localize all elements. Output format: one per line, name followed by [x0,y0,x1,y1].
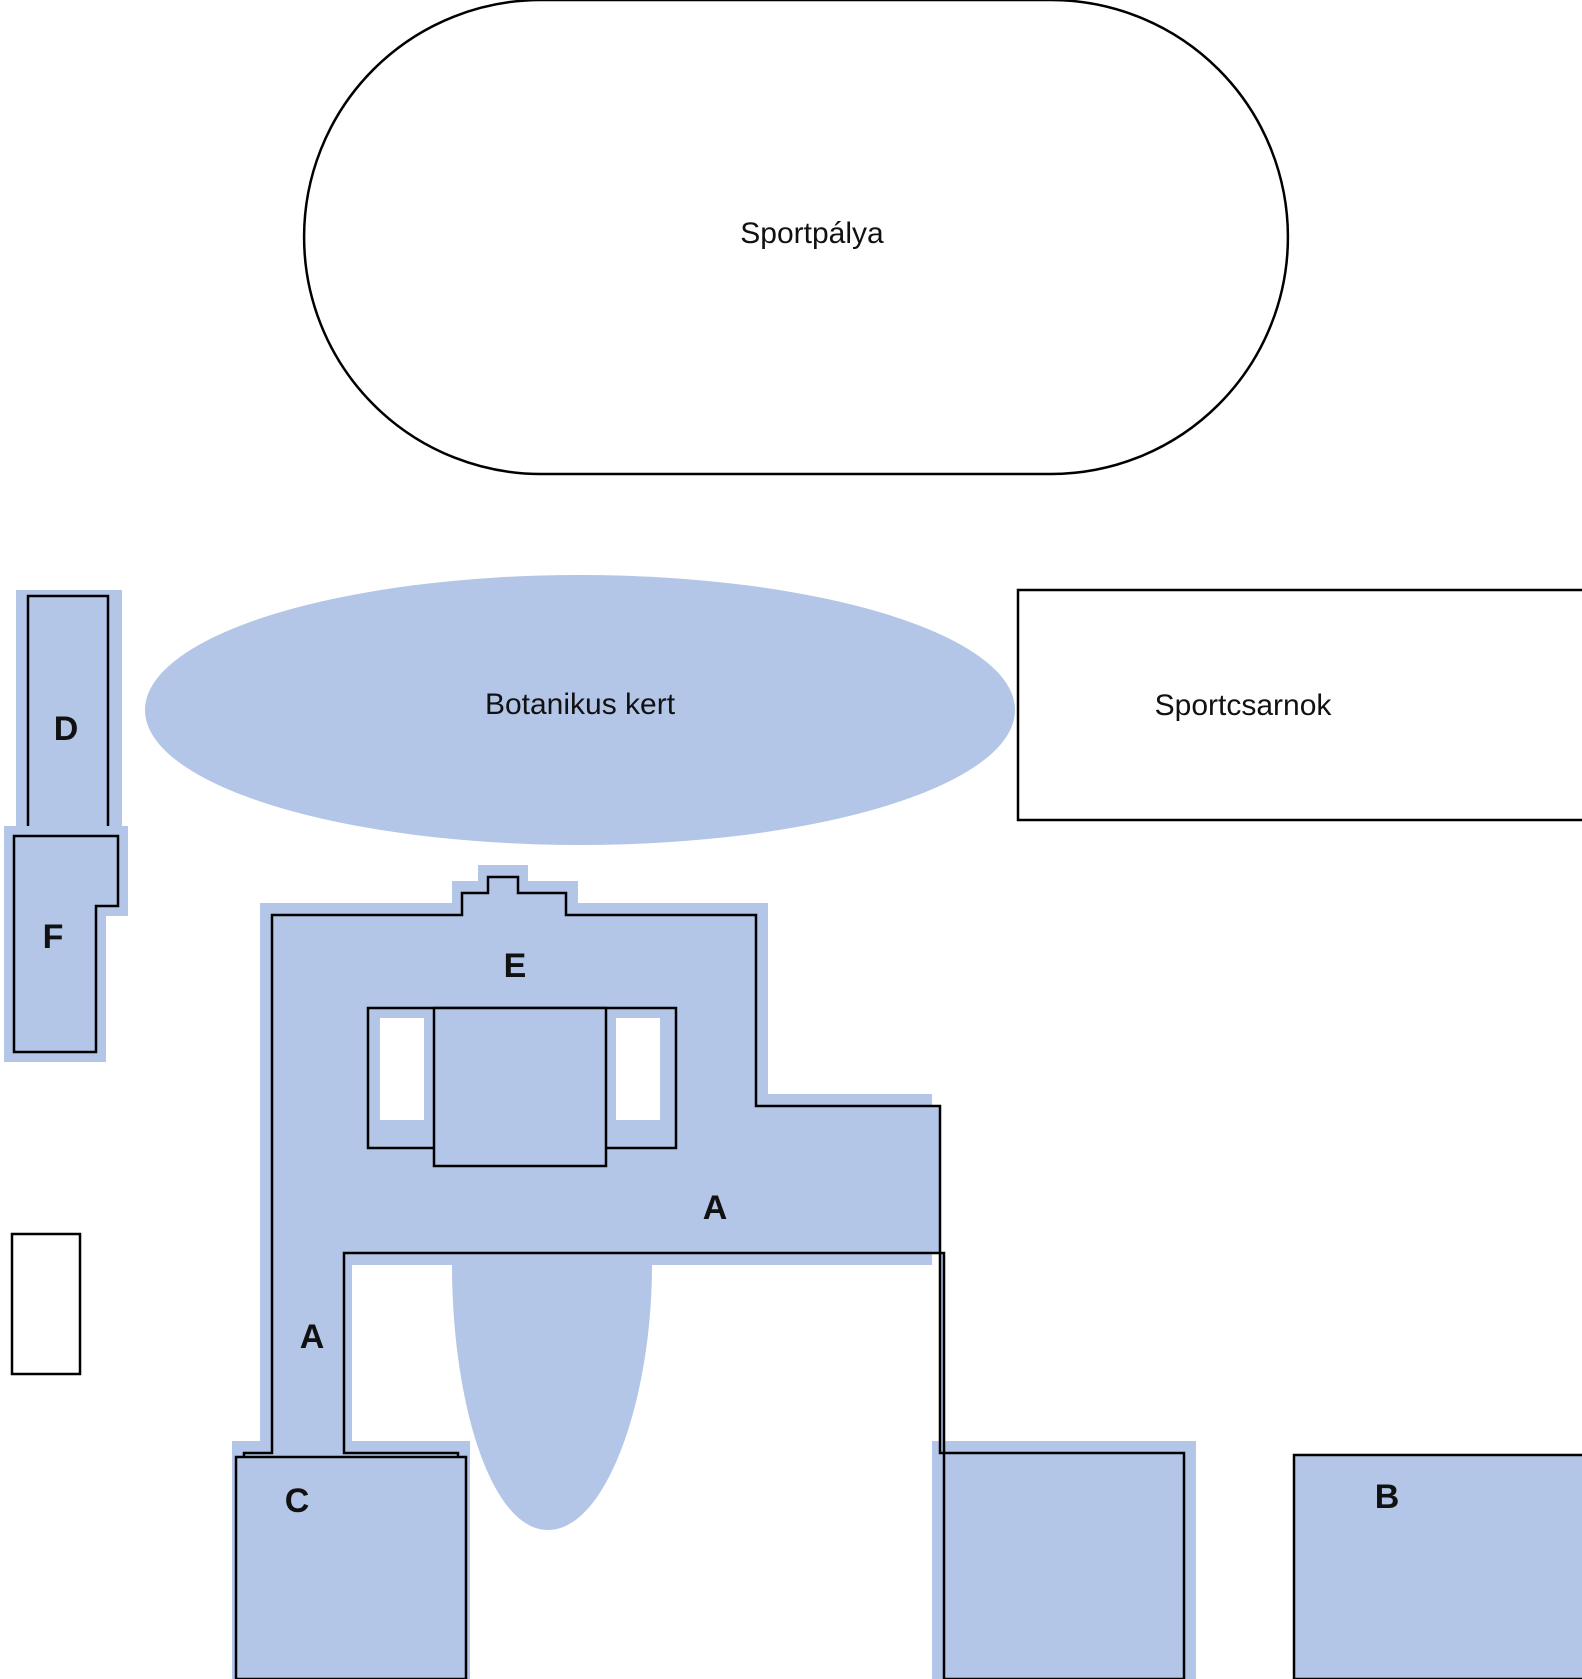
sportpalya-label: Sportpálya [740,217,884,250]
building-c-label: C [284,1482,310,1520]
building-d[interactable] [16,590,122,837]
area-sportpalya[interactable] [304,0,1288,474]
building-f[interactable] [4,826,128,1062]
building-e-inner [434,1008,606,1166]
area-sportcsarnok[interactable] [1018,590,1582,820]
building-complex-a[interactable] [232,865,1196,1679]
building-e-void-left [380,1018,424,1120]
botanikus-kert-label: Botanikus kert [484,688,676,721]
sportcsarnok-label: Sportcsarnok [1154,689,1332,722]
building-d-label: D [53,710,79,748]
building-a-wing-label: A [299,1318,325,1356]
courtyard-leaf-shape [452,1265,652,1530]
building-e-void-right [616,1018,660,1120]
area-botanikus-kert[interactable] [145,575,1015,845]
unlabeled-rect [12,1234,80,1374]
building-b-shape [1294,1455,1582,1679]
building-a-main-label: A [702,1189,728,1227]
building-e-label: E [503,947,527,985]
building-b-label: B [1374,1478,1400,1516]
building-b[interactable] [1294,1455,1582,1679]
building-c-shape [236,1457,466,1679]
building-f-label: F [42,918,64,956]
